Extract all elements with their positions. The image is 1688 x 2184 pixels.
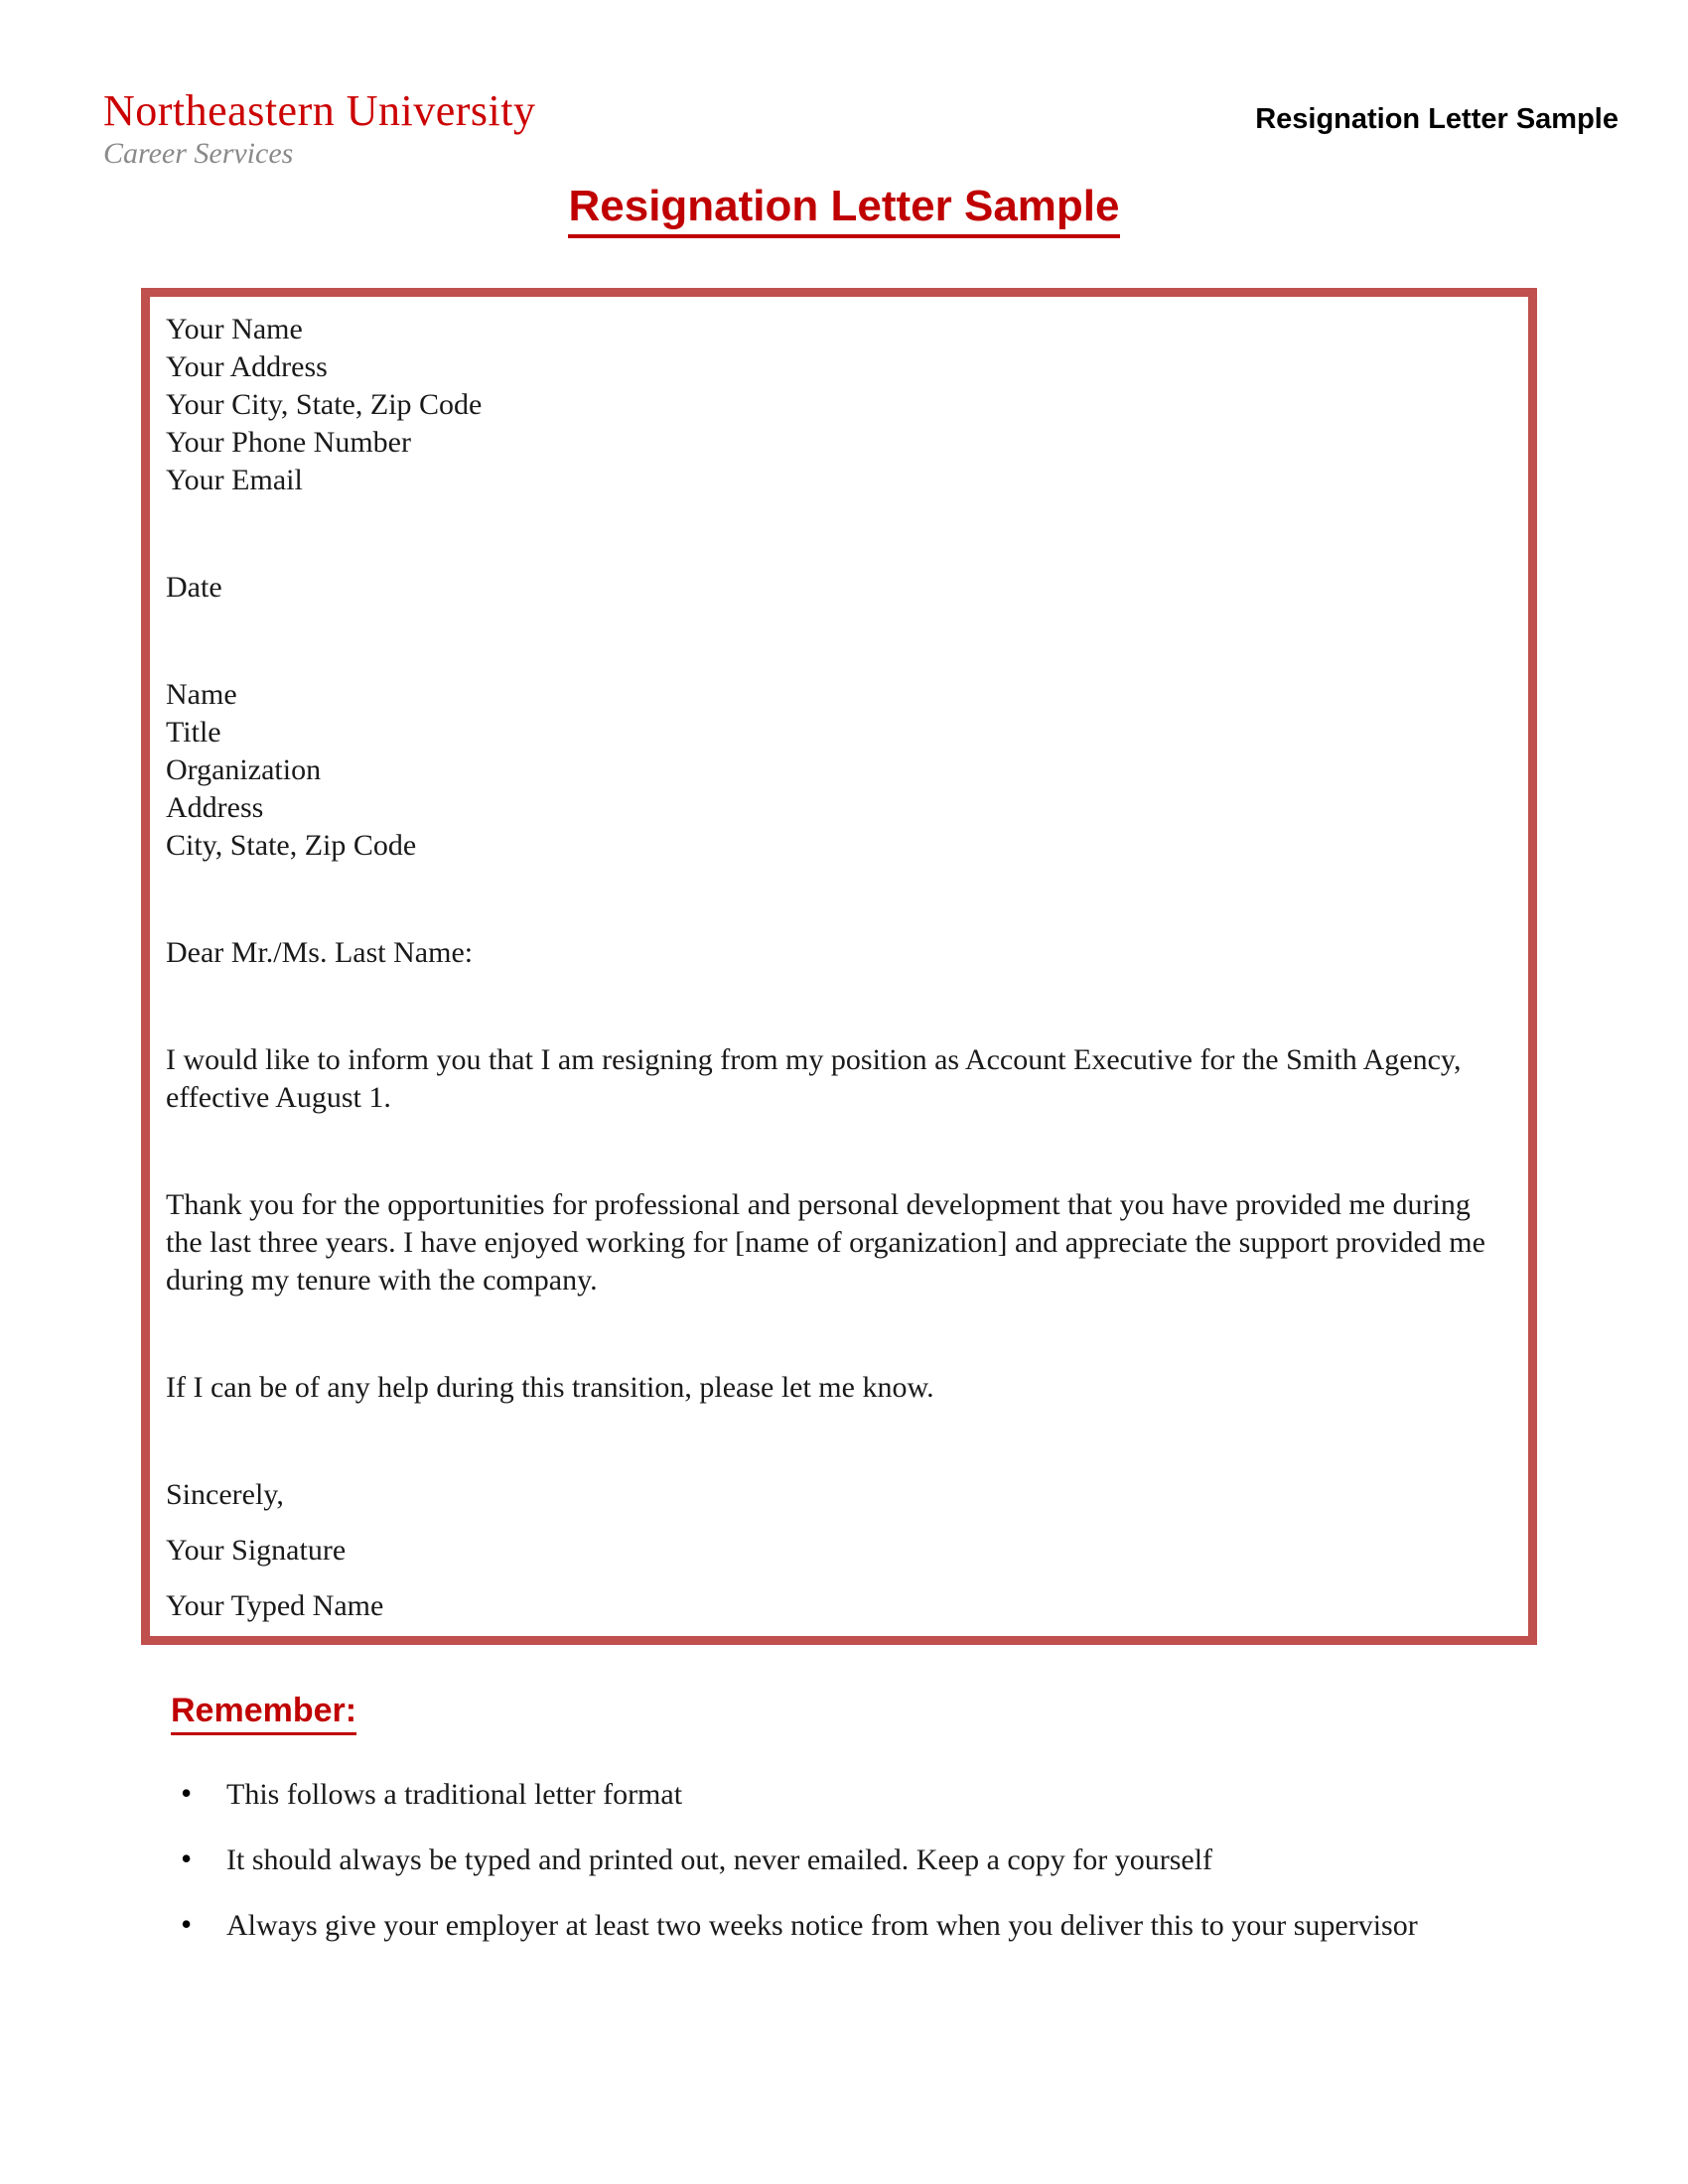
letter-sample-box	[141, 288, 1537, 1645]
remember-section	[171, 1692, 1521, 1972]
letter-paragraph-2: Thank you for the opportunities for professional and personal development that you have provided me during the last three years. I have enjoyed working for [name of organization] and appreciate the support provided me during my tenure with the company.	[166, 1188, 1485, 1297]
date-line: Date	[166, 571, 222, 604]
remember-heading: Remember:	[171, 1692, 356, 1735]
remember-list	[171, 1775, 1495, 1946]
remember-bullet-2: • It should always be typed and printed out, never emailed. Keep a copy for yourself	[175, 1841, 1495, 1880]
closing-block	[166, 1476, 1504, 1625]
logo-university-name: Northeastern University	[103, 86, 536, 135]
header-doc-title: Resignation Letter Sample	[1255, 103, 1618, 135]
typed-name-line: Your Typed Name	[166, 1589, 384, 1622]
date-block	[166, 569, 1504, 607]
sender-address-block	[166, 311, 1504, 499]
salutation-line: Dear Mr./Ms. Last Name:	[166, 936, 474, 969]
logo-division-name: Career Services	[103, 137, 294, 171]
page-title: Resignation Letter Sample	[568, 182, 1119, 238]
salutation-block	[166, 934, 1504, 972]
page-title-wrap	[0, 182, 1688, 238]
letter-paragraph-1: I would like to inform you that I am resigning from my position as Account Executive for the Smith Agency, effective August 1.	[166, 1043, 1462, 1114]
sender-phone-line: Your Phone Number	[166, 426, 411, 459]
sender-name-line: Your Name	[166, 313, 303, 345]
recipient-name-line: Name	[166, 678, 237, 711]
signature-line: Your Signature	[166, 1534, 347, 1567]
recipient-city-line: City, State, Zip Code	[166, 829, 417, 862]
remember-bullet-1: • This follows a traditional letter format	[175, 1775, 1495, 1815]
sender-email-line: Your Email	[166, 464, 303, 496]
letter-paragraph-3: If I can be of any help during this transition, please let me know.	[166, 1371, 934, 1404]
university-logo	[103, 87, 536, 170]
sender-city-line: Your City, State, Zip Code	[166, 388, 483, 421]
recipient-organization-line: Organization	[166, 753, 322, 786]
sender-address-line: Your Address	[166, 350, 328, 383]
closing-line: Sincerely,	[166, 1478, 284, 1511]
recipient-address-block	[166, 676, 1504, 865]
remember-bullet-3: • Always give your employer at least two weeks notice from when you deliver this to your supervisor	[175, 1906, 1495, 1946]
recipient-title-line: Title	[166, 716, 221, 749]
recipient-address-line: Address	[166, 791, 264, 824]
